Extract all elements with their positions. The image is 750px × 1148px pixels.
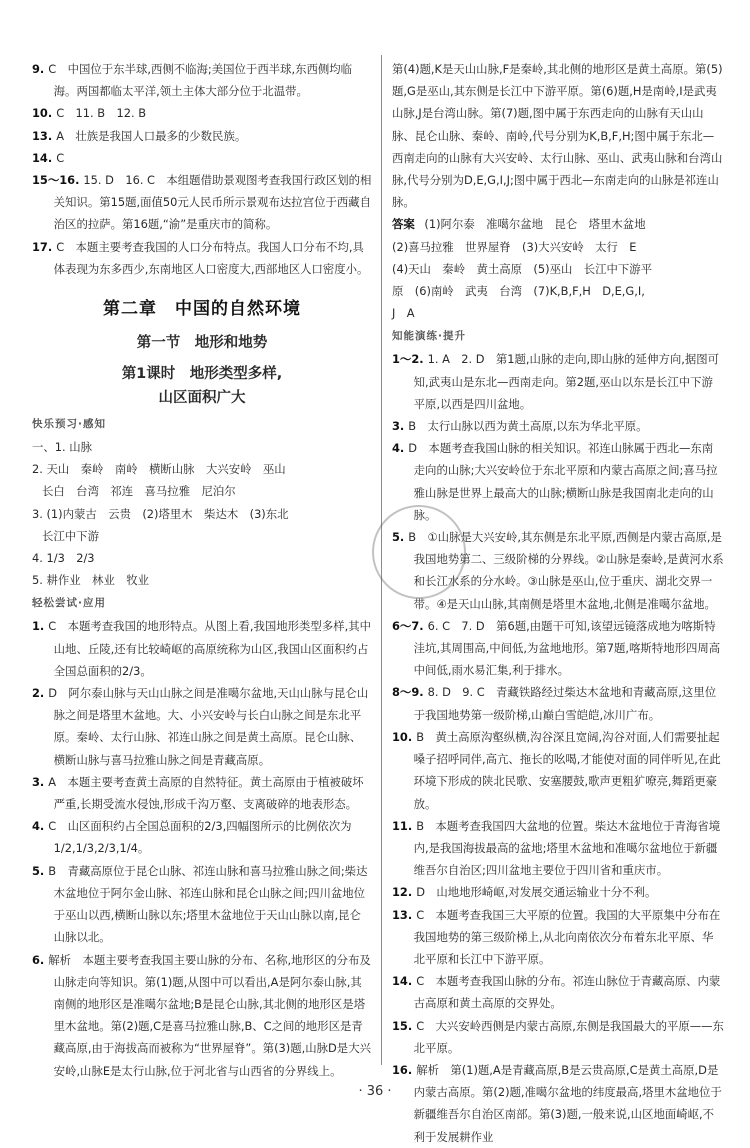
item-number: 6～7. [392, 618, 424, 633]
item-number: 5. [32, 863, 45, 878]
item-text: C 本题主要考查我国的人口分布特点。我国人口分布不均,具体表现为东多西少,东南地区人口密度大,西部地区人口密度小。 [53, 239, 369, 276]
answer-item [32, 615, 372, 682]
item-text: D 本题考查我国山脉的相关知识。祁连山脉属于西北—东南走向的山脉;大兴安岭位于东北平原和内蒙古高原之间;喜马拉雅山脉是世界上最高大的山脉;横断山脉是我国南北走向的山脉。 [408, 441, 718, 522]
item-text: 8. D 9. C 青藏铁路经过柴达木盆地和青藏高原,这里位于我国地势第一级阶梯,山巅白雪皑皑,冰川广布。 [413, 685, 717, 722]
item-number: 3. [32, 774, 45, 789]
item-number: 12. [392, 885, 413, 900]
section-label-practice: 轻松尝试·应用 [32, 597, 106, 610]
preview-line: 5. 耕作业 林业 牧业 [32, 573, 150, 588]
answer-item [392, 815, 724, 882]
answer-item [32, 815, 372, 859]
item-text: C 11. B 12. B [56, 106, 147, 121]
item-text: D 阿尔泰山脉与天山山脉之间是准噶尔盆地,天山山脉与昆仑山脉之间是塔里木盆地。大、小兴安岭与长白山脉之间是东北平原。秦岭、太行山脉、祁连山脉之间是黄土高原。昆仑山脉、横断山脉与喜马拉雅山脉之间是青藏高原。 [48, 686, 369, 767]
item-text: 解析 本题主要考查我国主要山脉的分布、名称,地形区的分布及山脉走向等知识。第(1)题,从图中可以看出,A是阿尔泰山脉,其南侧的地形区是准噶尔盆地;B是昆仑山脉,其北侧的地形区是塔里木盆地。第(2)题,C是喜马拉雅山脉,B、C之间的地形区是青藏高原,由于海拔高而被称为“世界屋脊”。第(3)题,山脉D是大兴安岭,山脉E是太行山脉,位于河北省与山西省的分界线上。 [48, 952, 371, 1078]
answer-key-label: 答案 [392, 217, 415, 232]
answer-item [32, 147, 372, 169]
answer-item [32, 125, 372, 147]
item-number: 13. [392, 907, 413, 922]
answer-line: (2)喜马拉雅 世界屋脊 (3)大兴安岭 太行 E [392, 239, 637, 254]
answer-item [32, 860, 372, 949]
item-number: 10. [32, 106, 53, 121]
item-text: B ①山脉是大兴安岭,其东侧是东北平原,西侧是内蒙古高原,是我国地势第二、三级阶梯的分界线。②山脉是秦岭,是黄河水系和长江水系的分水岭。③山脉是巫山,位于重庆、湖北交界一带。④是天山山脉,其南侧是塔里木盆地,北侧是准噶尔盆地。 [408, 530, 724, 611]
answer-item [392, 1015, 724, 1059]
answer-item [392, 726, 724, 815]
preview-line: 4. 1/3 2/3 [32, 551, 95, 566]
section-label-preview: 快乐预习·感知 [32, 418, 106, 431]
item-number: 14. [32, 150, 53, 165]
item-number: 13. [32, 128, 53, 143]
item-text: C 本题考查我国三大平原的位置。我国的大平原集中分布在我国地势的第三级阶梯上,从北向南依次分布着东北平原、华北平原和长江中下游平原。 [413, 907, 721, 966]
answer-item [392, 348, 724, 415]
answer-item [32, 169, 372, 236]
item-number: 10. [392, 729, 413, 744]
item-number: 16. [392, 1062, 413, 1077]
answer-item [392, 1059, 724, 1148]
item-text: C 中国位于东半球,西侧不临海;美国位于西半球,东西侧均临海。两国都临太平洋,领土主体大部分位于北温带。 [48, 62, 353, 99]
answer-line: J A [392, 306, 415, 321]
lesson-title-line1: 第1课时 地形类型多样, [121, 366, 283, 383]
item-text: A 壮族是我国人口最多的少数民族。 [56, 128, 247, 143]
item-number: 9. [32, 62, 45, 76]
watermark-stamp [372, 505, 466, 599]
item-text: 15. D 16. C 本组题借助景观图考查我国行政区划的相关知识。第15题,面值50元人民币所示景观布达拉宫位于西藏自治区的拉萨。第16题,“渝”是重庆市的简称。 [53, 173, 372, 232]
lesson-title [32, 362, 372, 410]
item-text: A 本题主要考查黄土高原的自然特征。黄土高原由于植被破坏严重,长期受流水侵蚀,形成千沟万壑、支离破碎的地表形态。 [48, 774, 364, 812]
answer-item [392, 904, 724, 971]
item-text: C 本题考查我国的地形特点。从图上看,我国地形类型多样,其中山地、丘陵,还有比较崎岖的高原统称为山区,我国山区面积约占全国总面积的2/3。 [48, 619, 372, 678]
item-text: 6. C 7. D 第6题,由题干可知,该望远镜落成地为喀斯特洼坑,其周围高,中间低,为盆地地形。第7题,喀斯特地形四周高中间低,雨水易汇集,利于排水。 [413, 618, 721, 678]
answer-item [32, 949, 372, 1082]
answer-item [32, 771, 372, 815]
left-column [32, 58, 372, 1082]
answer-item [32, 682, 372, 771]
item-number: 1. [32, 619, 45, 634]
item-text: B 黄土高原沟壑纵横,沟谷深且宽阔,沟谷对面,人们需要扯起嗓子招呼同伴,高亢、拖长的吆喝,才能使对面的同伴听见,在此环境下形成的陕北民歌、安塞腰鼓,歌声更粗犷嘹亮,舞蹈更豪放。 [413, 729, 721, 811]
answer-line: (4)天山 秦岭 黄土高原 (5)巫山 长江中下游平 [392, 261, 653, 276]
item-number: 15. [392, 1018, 413, 1033]
section-label-improve: 知能演练·提升 [392, 330, 466, 343]
item-number: 3. [392, 419, 405, 434]
answer-lines [392, 217, 724, 324]
item-text: D 山地地形崎岖,对发展交通运输业十分不利。 [416, 885, 657, 900]
answer-line: (1)阿尔泰 准噶尔盆地 昆仑 塔里木盆地 [424, 217, 646, 232]
practice-answers [32, 615, 372, 1081]
answer-item [392, 881, 724, 903]
answer-item [32, 102, 372, 124]
preview-line: 2. 天山 秦岭 南岭 横断山脉 大兴安岭 巫山 [32, 462, 286, 477]
item-number: 5. [392, 530, 405, 545]
preview-line: 3. (1)内蒙古 云贵 (2)塔里木 柴达木 (3)东北 [32, 506, 289, 521]
item-text: 1. A 2. D 第1题,山脉的走向,即山脉的延伸方向,据图可知,武夷山是东北—西南走向。第2题,巫山以东是长江中下游平原,以西是四川盆地。 [413, 352, 720, 411]
section-title: 第一节 地形和地势 [136, 335, 268, 352]
preview-line: 一、1. 山脉 [32, 440, 93, 455]
preview-line: 长白 台湾 祁连 喜马拉雅 尼泊尔 [42, 484, 236, 499]
answer-list-prev [32, 58, 372, 280]
item-text: C 大兴安岭西侧是内蒙古高原,东侧是我国最大的平原——东北平原。 [413, 1018, 724, 1055]
item-text: 解析 第(1)题,A是青藏高原,B是云贵高原,C是黄土高原,D是内蒙古高原。第(2)题,准噶尔盆地的纬度最高,塔里木盆地位于新疆维吾尔自治区南部。第(3)题,一般来说,山区地面崎岖,不利于发展耕作业 [413, 1062, 722, 1144]
item-text: B 太行山脉以西为黄土高原,以东为华北平原。 [408, 419, 648, 434]
item-number: 6. [32, 952, 45, 967]
right-column [392, 58, 724, 1148]
answer-block [392, 213, 724, 324]
item-text: C [56, 150, 65, 165]
answer-item [32, 58, 372, 102]
item-number: 8～9. [392, 685, 424, 700]
answer-item [392, 970, 724, 1014]
item-text: C 本题考查我国山脉的分布。祁连山脉位于青藏高原、内蒙古高原和黄土高原的交界处。 [413, 974, 721, 1011]
item-number: 11. [392, 818, 413, 833]
answer-item [392, 615, 724, 682]
item-number: 4. [32, 819, 45, 834]
item-number: 1～2. [392, 352, 424, 367]
item-number: 17. [32, 239, 53, 254]
item-number: 2. [32, 686, 45, 701]
item-number: 14. [392, 974, 413, 989]
answer-line: 原 (6)南岭 武夷 台湾 (7)K,B,F,H D,E,G,I, [392, 284, 645, 299]
continued-explanation: 第(4)题,K是天山山脉,F是秦岭,其北侧的地形区是黄土高原。第(5)题,G是巫山,其东侧是长江中下游平原。第(6)题,H是南岭,I是武夷山脉,J是台湾山脉。第(7)题,图中属于东西走向的山脉有天山山脉、昆仑山脉、秦岭、南岭,代号分别为K,B,F,H;图中属于东北—西南走向的山脉有大兴安岭、太行山脉、巫山、武夷山脉和台湾山脉,代号分别为D,E,G,I,J;图中属于西北—东南走向的山脉是祁连山脉。 [392, 62, 723, 210]
chapter-title: 第二章 中国的自然环境 [103, 299, 301, 320]
answer-item [32, 236, 372, 280]
preview-line: 长江中下游 [42, 528, 99, 543]
item-number: 15～16. [32, 173, 80, 188]
answer-item [392, 681, 724, 725]
preview-answers [32, 436, 372, 591]
improve-answers [392, 348, 724, 1147]
item-text: B 本题考查我国四大盆地的位置。柴达木盆地位于青海省境内,是我国海拔最高的盆地;塔里木盆地和准噶尔盆地位于新疆维吾尔自治区;四川盆地主要位于四川省和重庆市。 [413, 818, 721, 878]
page-number: · 36 · [358, 1084, 392, 1099]
item-text: B 青藏高原位于昆仑山脉、祁连山脉和喜马拉雅山脉之间;柴达木盆地位于阿尔金山脉、祁连山脉和昆仑山脉之间;四川盆地位于巫山以西,横断山脉以东;塔里木盆地位于天山山脉以南,昆仑山脉以北。 [48, 863, 368, 945]
lesson-title-line2: 山区面积广大 [158, 390, 246, 407]
item-text: C 山区面积约占全国总面积的2/3,四幅图所示的比例依次为1/2,1/3,2/3,1/4。 [48, 819, 352, 856]
item-number: 4. [392, 441, 405, 456]
answer-item [392, 415, 724, 437]
